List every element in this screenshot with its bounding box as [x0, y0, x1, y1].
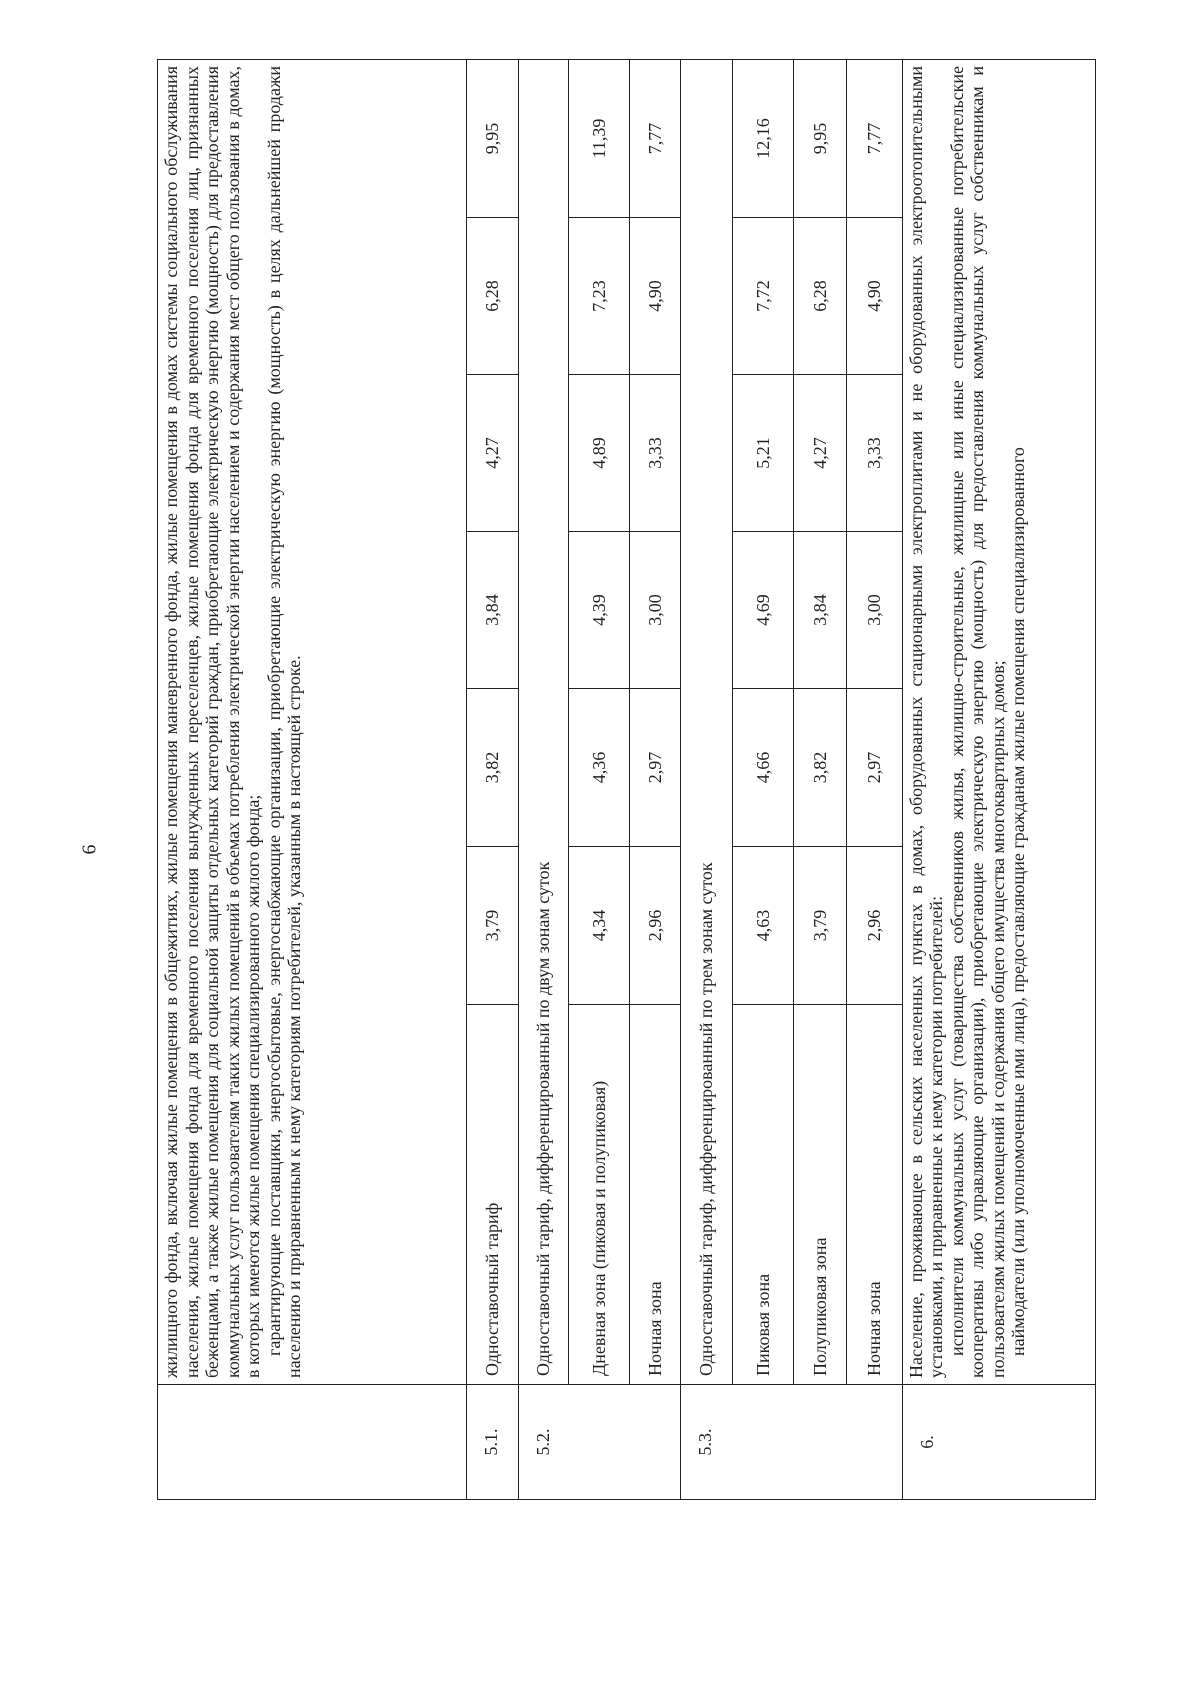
table-row-5-3 — [681, 59, 732, 1499]
value-cell: 4,27 — [794, 375, 847, 532]
page-number: 6 — [78, 844, 101, 855]
value-cell: 3,79 — [794, 847, 847, 1005]
value-cell: 4,66 — [732, 689, 793, 847]
value-cell: 4,39 — [569, 532, 629, 689]
value-cell: 3,79 — [466, 847, 519, 1005]
table-row-5-2 — [519, 59, 569, 1499]
value-cell: 7,77 — [629, 59, 680, 217]
value-cell: 4,34 — [569, 847, 629, 1005]
value-cell: 3,84 — [466, 532, 519, 689]
section-label: Одноставочный тариф, дифференцированный по двум зонам суток — [519, 59, 569, 1384]
value-cell: 9,95 — [466, 59, 519, 217]
value-cell: 11,39 — [569, 59, 629, 217]
continuation-text — [158, 59, 467, 1384]
table-row-5-2-day — [569, 59, 629, 1499]
table-row-5-3-night — [846, 59, 902, 1499]
row-number: 5.1. — [466, 1385, 519, 1500]
value-cell: 4,36 — [569, 689, 629, 847]
tariff-table — [157, 59, 1096, 1500]
value-cell: 4,90 — [846, 218, 902, 375]
row-number: 6. — [902, 1385, 1096, 1500]
value-cell: 3,82 — [466, 689, 519, 847]
section-label: Одноставочный тариф, дифференцированный по трем зонам суток — [681, 59, 732, 1384]
table-row-5-3-peak — [732, 59, 793, 1499]
value-cell: 3,00 — [629, 532, 680, 689]
value-cell: 4,90 — [629, 218, 680, 375]
rotated-table-container — [157, 60, 1096, 1500]
tariff-name: Дневная зона (пиковая и полупиковая) — [569, 1005, 629, 1385]
row-number: 5.2. — [519, 1385, 681, 1500]
num-cell-empty — [158, 1385, 467, 1500]
value-cell: 4,27 — [466, 375, 519, 532]
tariff-name: Одноставочный тариф — [466, 1005, 519, 1385]
continuation-paragraph-1: жилищного фонда, включая жилые помещения в общежитиях, жилые помещения маневренного фонда, жилые помещения в домах системы социального обслуживания населения, жилые помещения фонда для временного поселения вынужденных переселенцев, жилые помещения фонда для временного поселения лиц, признанных беженцами, а также жилые помещения для социальной защиты отдельных категорий граждан, приобретающие электрическую энергию (мощность) для предоставления коммунальных услуг пользователям таких жилых помещений в объемах потребления электрической энергии населением и содержания мест общего пользования в домах, в которых имеются жилые помещения специализированного жилого фонда; — [161, 65, 264, 1378]
value-cell: 9,95 — [794, 59, 847, 217]
value-cell: 7,77 — [846, 59, 902, 217]
table-row-6 — [902, 59, 1096, 1499]
table-row-continuation — [158, 59, 467, 1499]
row-6-paragraph-1: Население, проживающее в сельских населенных пунктах в домах, оборудованных стационарными электроплитами и не оборудованных электроотопительными установками, и приравненные к нему категории потребителей: — [905, 65, 947, 1378]
value-cell: 3,33 — [846, 375, 902, 532]
table-row-5-2-night — [629, 59, 680, 1499]
value-cell: 2,96 — [629, 847, 680, 1005]
value-cell: 12,16 — [732, 59, 793, 217]
table-row-5-3-half-peak — [794, 59, 847, 1499]
tariff-name: Полупиковая зона — [794, 1005, 847, 1385]
tariff-name: Ночная зона — [846, 1005, 902, 1385]
row-6-paragraph-2: исполнители коммунальных услуг (товарищества собственников жилья, жилищно-строительные, жилищные или иные специализированные потребительские кооперативы либо управляющие организации), приобретающие электрическую энергию (мощность) для предоставления коммунальных услуг собственникам и пользователям жилых помещений и содержания общего имущества многоквартирных домов; — [946, 65, 1008, 1378]
row-6-paragraph-3: наймодатели (или уполномоченные ими лица), предоставляющие гражданам жилые помещения специализированного — [1008, 447, 1029, 1356]
value-cell: 2,97 — [846, 689, 902, 847]
value-cell: 7,23 — [569, 218, 629, 375]
value-cell: 5,21 — [732, 375, 793, 532]
continuation-paragraph-2: гарантирующие поставщики, энергосбытовые, энергоснабжающие организации, приобретающие электрическую энергию (мощность) в целях дальнейшей продажи населению и приравненным к нему категориям потребителей, указанным в настоящей строке. — [263, 65, 305, 1378]
value-cell: 3,33 — [629, 375, 680, 532]
tariff-name: Ночная зона — [629, 1005, 680, 1385]
value-cell: 3,00 — [846, 532, 902, 689]
value-cell: 6,28 — [794, 218, 847, 375]
value-cell: 7,72 — [732, 218, 793, 375]
value-cell: 2,97 — [629, 689, 680, 847]
tariff-name: Пиковая зона — [732, 1005, 793, 1385]
value-cell: 4,89 — [569, 375, 629, 532]
value-cell: 3,82 — [794, 689, 847, 847]
value-cell: 6,28 — [466, 218, 519, 375]
value-cell: 4,69 — [732, 532, 793, 689]
row-number: 5.3. — [681, 1385, 902, 1500]
row-6-text — [902, 59, 1096, 1384]
value-cell: 2,96 — [846, 847, 902, 1005]
value-cell: 4,63 — [732, 847, 793, 1005]
value-cell: 3,84 — [794, 532, 847, 689]
table-row-5-1 — [466, 59, 519, 1499]
